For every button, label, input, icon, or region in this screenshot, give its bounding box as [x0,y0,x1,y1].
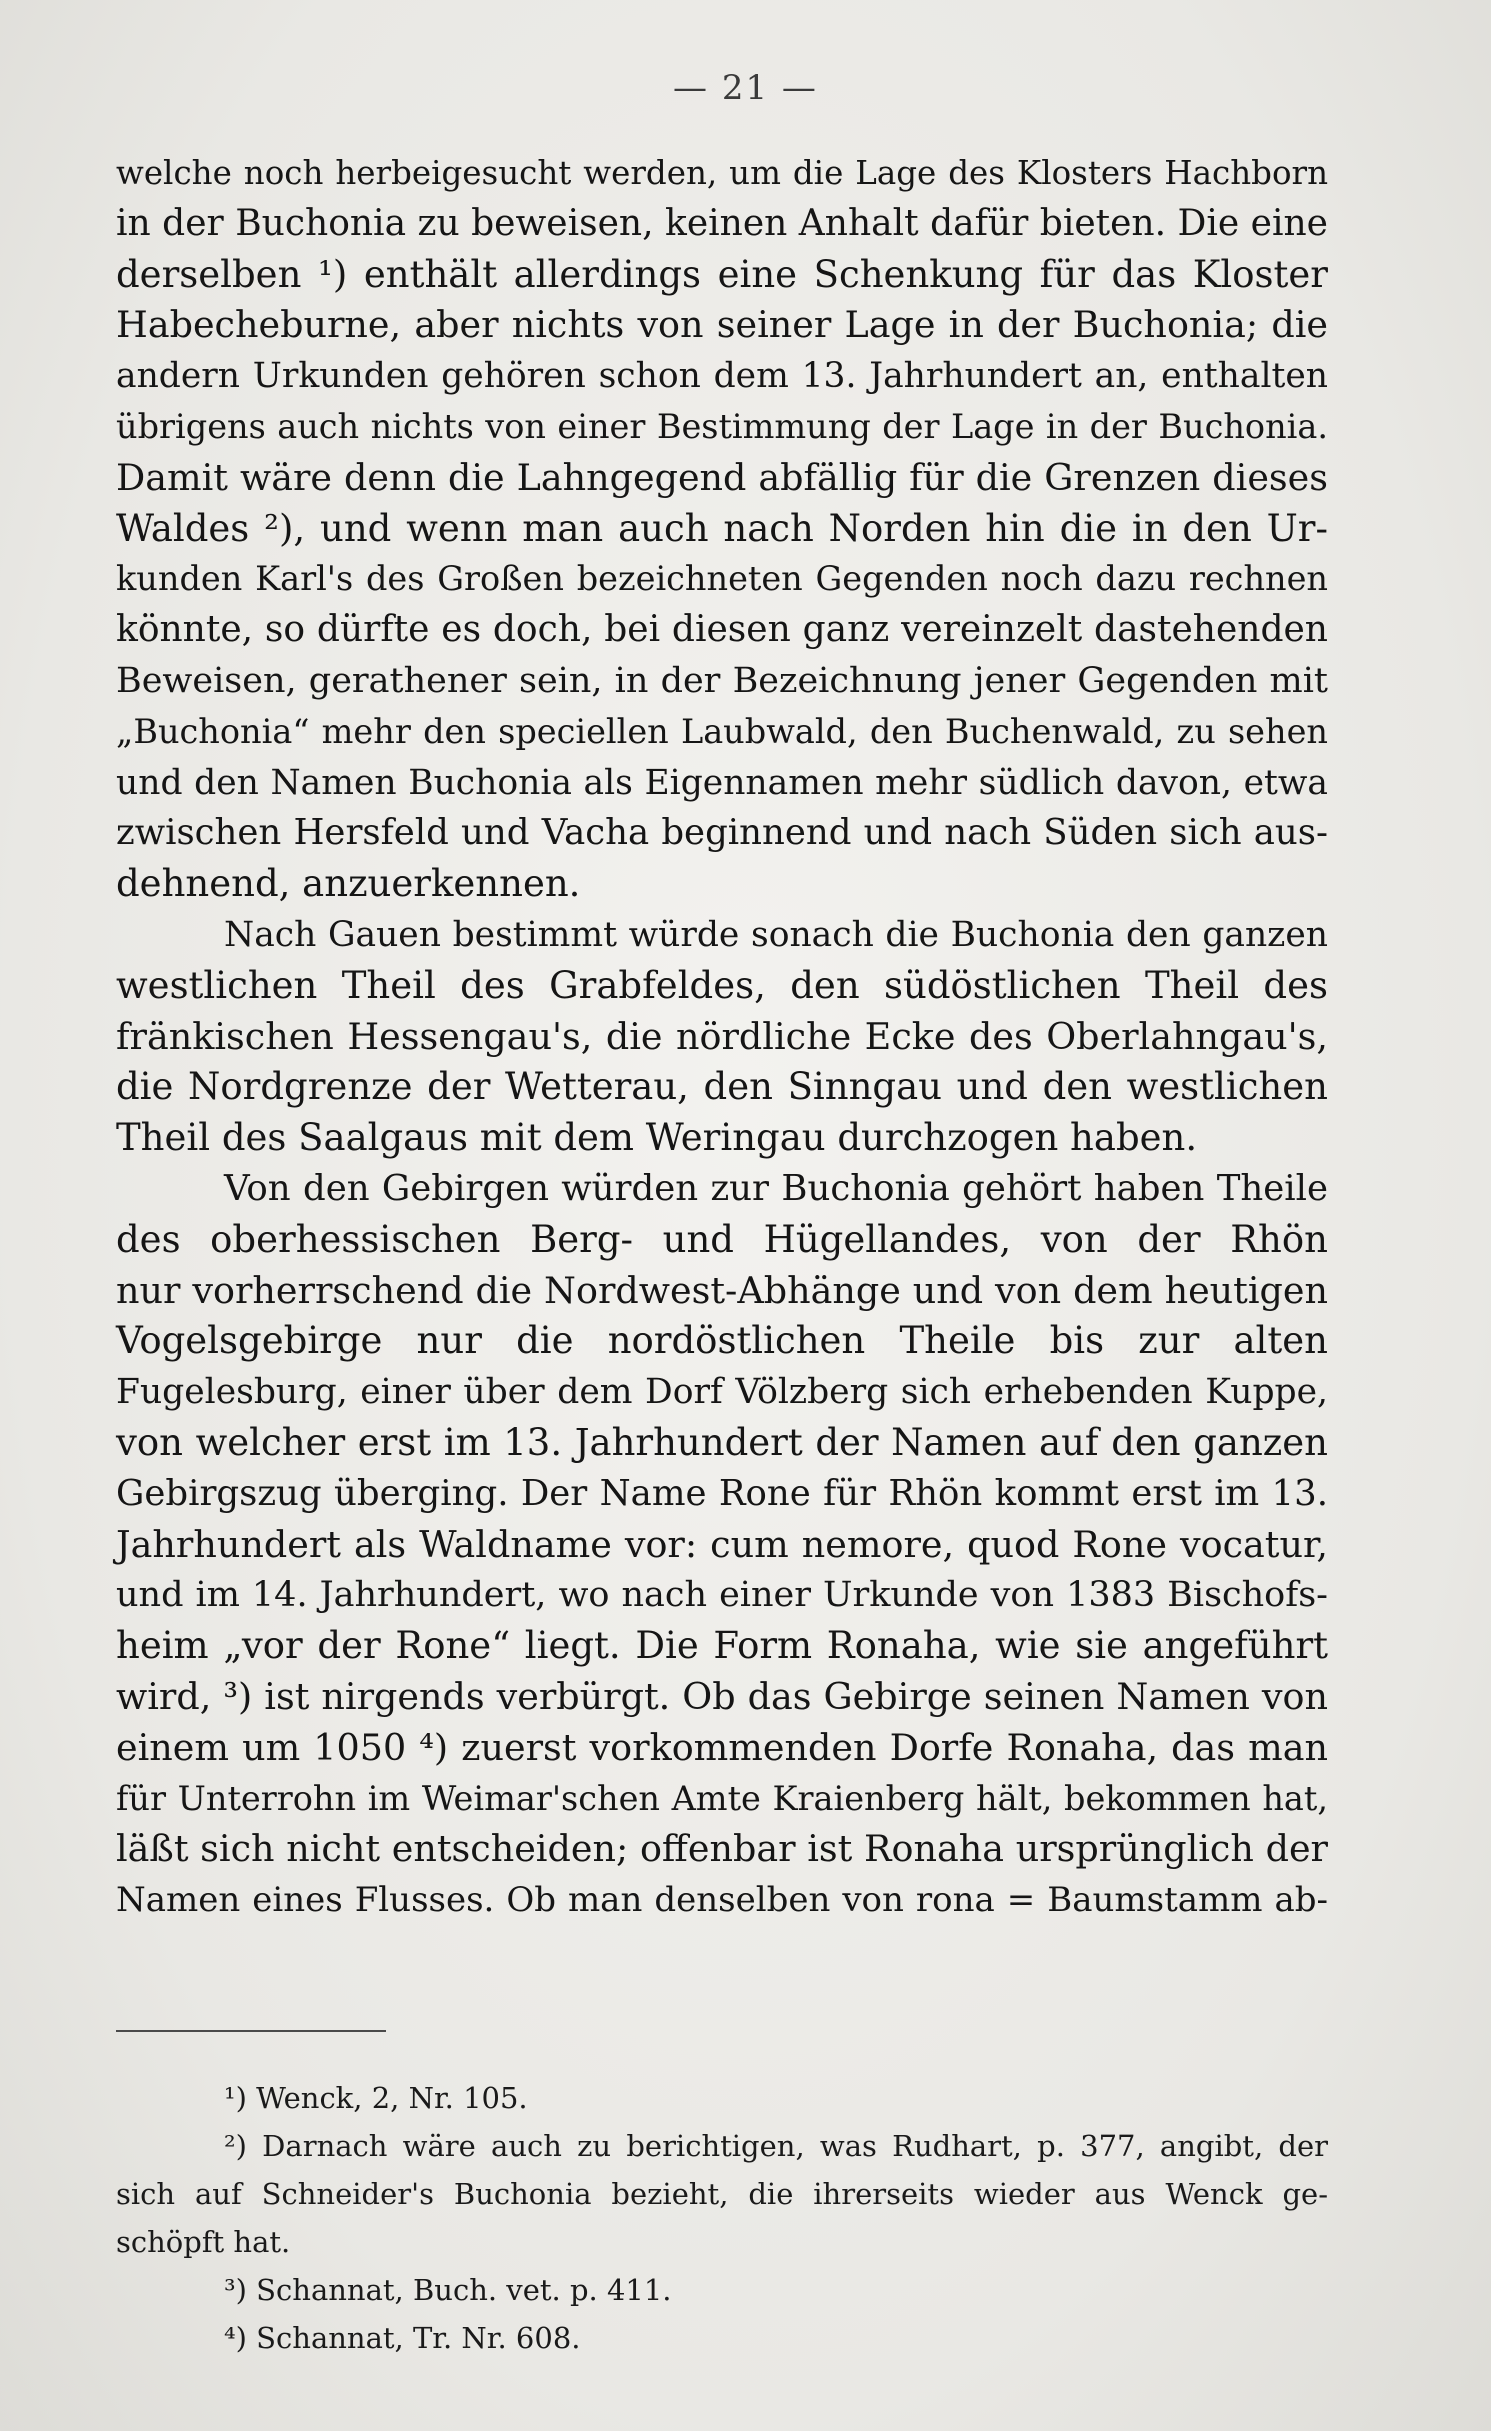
text-line: nur vorherrschend die Nordwest-Abhänge und von dem heutigen [116,1268,1328,1312]
text-line: „Buchonia“ mehr den speciellen Laubwald, den Buchenwald, zu sehen [116,711,1328,751]
text-line: Fugelesburg, einer über dem Dorf Völzberg sich erhebenden Kuppe, [116,1372,1328,1413]
body-text [116,148,1328,1926]
text-line: Von den Gebirgen würden zur Buchonia gehört haben Theile [224,1167,1328,1209]
page-number: — 21 — [673,68,818,108]
text-line: Gebirgszug überging. Der Name Rone für Rhön kommt erst im 13. [116,1472,1328,1514]
footnote-divider [116,2030,386,2032]
text-line: zwischen Hersfeld und Vacha beginnend und nach Süden sich aus- [116,812,1328,854]
footnote-3: ³) Schannat, Buch. vet. p. 411. [224,2273,672,2307]
text-line: des oberhessischen Berg- und Hügellandes, von der Rhön [116,1217,1328,1261]
text-line: Nach Gauen bestimmt würde sonach die Buchonia den ganzen [224,914,1328,955]
text-line: dehnend, anzuerkennen. [116,862,581,906]
text-line: wird, ³) ist nirgends verbürgt. Ob das Gebirge seinen Namen von [116,1674,1328,1718]
footnote-4: ⁴) Schannat, Tr. Nr. 608. [224,2321,581,2355]
text-line: läßt sich nicht entscheiden; offenbar ist Ronaha ursprünglich der [116,1827,1328,1871]
text-line: Jahrhundert als Waldname vor: cum nemore, quod Rone vocatur, [116,1522,1328,1566]
text-line: Vogelsgebirge nur die nordöstlichen Theile bis zur alten [116,1319,1328,1363]
text-line: und den Namen Buchonia als Eigennamen mehr südlich davon, etwa [116,762,1328,803]
paragraph [116,910,1328,1164]
text-line: Habecheburne, aber nichts von seiner Lage in der Buchonia; die [116,303,1328,347]
text-line: für Unterrohn im Weimar'schen Amte Kraienberg hält, bekommen hat, [116,1778,1328,1818]
text-line: derselben ¹) enthält allerdings eine Schenkung für das Kloster [116,252,1328,296]
text-line: die Nordgrenze der Wetterau, den Sinngau und den westlichen [116,1065,1328,1109]
text-line: in der Buchonia zu beweisen, keinen Anhalt dafür bieten. Die eine [116,202,1328,244]
paragraph [116,148,1328,910]
footnote-2-continued: sich auf Schneider's Buchonia bezieht, die ihrerseits wieder aus Wenck ge- [116,2177,1328,2211]
text-line: heim „vor der Rone“ liegt. Die Form Ronaha, wie sie angeführt [116,1624,1328,1668]
text-line: fränkischen Hessengau's, die nördliche Ecke des Oberlahngau's, [116,1014,1328,1058]
footnote-2: ²) Darnach wäre auch zu berichtigen, was Rudhart, p. 377, angibt, der [224,2129,1328,2163]
text-line: kunden Karl's des Großen bezeichneten Gegenden noch dazu rechnen [116,559,1328,599]
text-line: andern Urkunden gehören schon dem 13. Jahrhundert an, enthalten [116,356,1328,397]
footnotes [116,2074,1328,2362]
footnote-2-end: schöpft hat. [116,2225,291,2259]
text-line: einem um 1050 ⁴) zuerst vorkommenden Dorfe Ronaha, das man [116,1725,1328,1769]
footnote-1: ¹) Wenck, 2, Nr. 105. [224,2081,528,2115]
text-line: welche noch herbeigesucht werden, um die Lage des Klosters Hachborn [116,154,1328,192]
text-line: Namen eines Flusses. Ob man denselben von rona = Baumstamm ab- [116,1880,1328,1921]
text-line: Damit wäre denn die Lahngegend abfällig für die Grenzen dieses [116,455,1328,499]
text-line: übrigens auch nichts von einer Bestimmung der Lage in der Buchonia. [116,406,1328,446]
text-line: Beweisen, gerathener sein, in der Bezeichnung jener Gegenden mit [116,660,1328,701]
text-line: und im 14. Jahrhundert, wo nach einer Urkunde von 1383 Bischofs- [116,1575,1328,1616]
text-line: Theil des Saalgaus mit dem Weringau durchzogen haben. [116,1116,1198,1160]
paragraph [116,1164,1328,1926]
text-line: könnte, so dürfte es doch, bei diesen ganz vereinzelt dastehenden [116,609,1328,651]
text-line: westlichen Theil des Grabfeldes, den südöstlichen Theil des [116,963,1328,1007]
text-line: von welcher erst im 13. Jahrhundert der Namen auf den ganzen [116,1420,1328,1464]
text-line: Waldes ²), und wenn man auch nach Norden hin die in den Ur- [116,506,1328,550]
